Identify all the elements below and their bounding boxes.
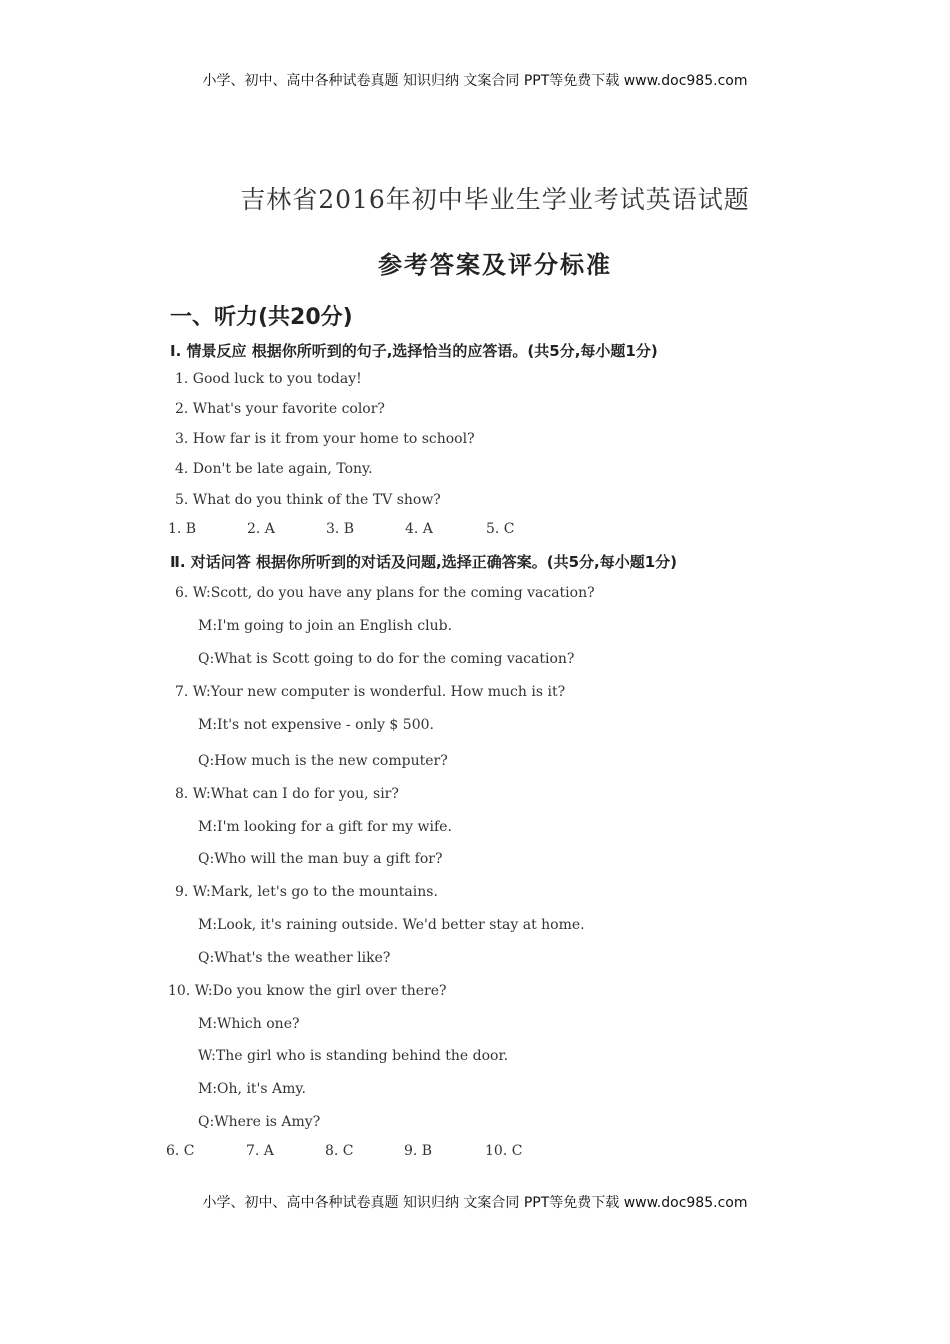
- dialogue-line: 8. W:What can I do for you, sir?: [175, 786, 399, 802]
- answer: 6. C: [166, 1143, 195, 1159]
- answer: 4. A: [405, 521, 433, 537]
- section-heading-listening: 一、听力(共20分): [170, 305, 353, 330]
- dialogue-line: 10. W:Do you know the girl over there?: [168, 983, 447, 999]
- document-title: 吉林省2016年初中毕业生学业考试英语试题: [240, 185, 750, 214]
- page-header: 小学、初中、高中各种试卷真题 知识归纳 文案合同 PPT等免费下载 www.doc985.com: [202, 73, 748, 89]
- document-subtitle: 参考答案及评分标准: [378, 251, 612, 279]
- answer-key-part2: [166, 1143, 522, 1159]
- dialogue-line: W:The girl who is standing behind the door.: [198, 1048, 509, 1064]
- dialogue-line: M:Oh, it's Amy.: [198, 1081, 306, 1097]
- answer: 10. C: [485, 1143, 523, 1159]
- dialogue-line: Q:How much is the new computer?: [198, 753, 448, 769]
- answer: 3. B: [326, 521, 355, 537]
- answer: 5. C: [486, 521, 515, 537]
- page-footer: 小学、初中、高中各种试卷真题 知识归纳 文案合同 PPT等免费下载 www.doc985.com: [202, 1195, 748, 1211]
- dialogue-line: 7. W:Your new computer is wonderful. How much is it?: [175, 684, 566, 700]
- answer: 9. B: [404, 1143, 433, 1159]
- question-item: 5. What do you think of the TV show?: [175, 492, 441, 508]
- dialogue-line: M:Which one?: [198, 1016, 300, 1032]
- dialogue-line: Q:What's the weather like?: [198, 950, 391, 966]
- answer: 7. A: [246, 1143, 274, 1159]
- question-item: 4. Don't be late again, Tony.: [175, 461, 373, 477]
- question-item: 2. What's your favorite color?: [175, 401, 385, 417]
- dialogue-line: 6. W:Scott, do you have any plans for the coming vacation?: [175, 585, 595, 601]
- part-heading-dialogue-questions: Ⅱ. 对话问答 根据你所听到的对话及问题,选择正确答案。(共5分,每小题1分): [170, 553, 678, 571]
- answer-key-part1: [168, 521, 515, 537]
- dialogue-line: 9. W:Mark, let's go to the mountains.: [175, 884, 438, 900]
- dialogue-line: Q:What is Scott going to do for the coming vacation?: [198, 651, 575, 667]
- answer: 2. A: [247, 521, 275, 537]
- dialogue-line: Q:Who will the man buy a gift for?: [198, 851, 443, 867]
- part-heading-situational-response: Ⅰ. 情景反应 根据你所听到的句子,选择恰当的应答语。(共5分,每小题1分): [170, 342, 658, 360]
- question-item: 1. Good luck to you today!: [175, 371, 362, 387]
- dialogue-line: M:Look, it's raining outside. We'd better stay at home.: [198, 917, 585, 933]
- answer: 8. C: [325, 1143, 354, 1159]
- question-item: 3. How far is it from your home to school?: [175, 431, 475, 447]
- answer: 1. B: [168, 521, 197, 537]
- dialogue-line: Q:Where is Amy?: [198, 1114, 321, 1130]
- dialogue-line: M:I'm looking for a gift for my wife.: [198, 819, 452, 835]
- dialogue-line: M:I'm going to join an English club.: [198, 618, 453, 634]
- dialogue-line: M:It's not expensive - only $ 500.: [198, 717, 434, 733]
